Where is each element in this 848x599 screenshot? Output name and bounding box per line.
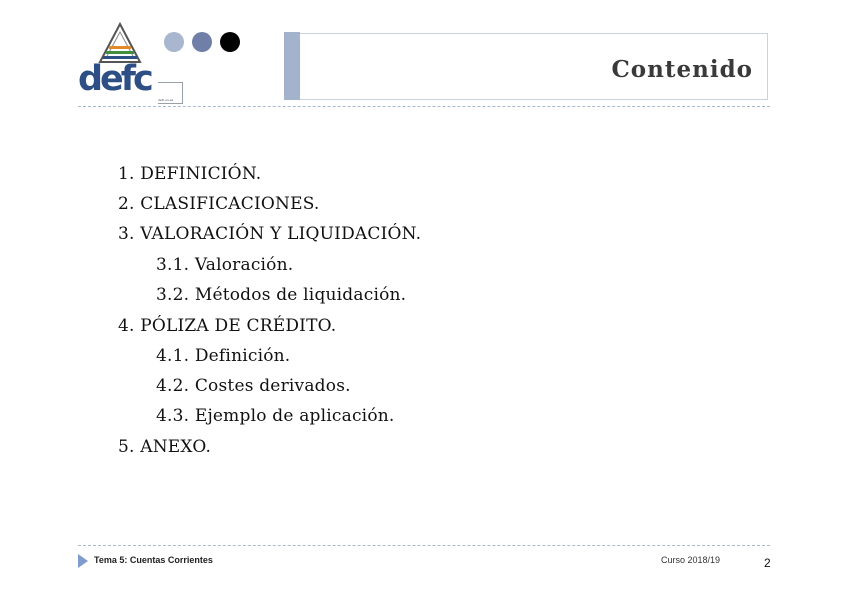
- footer-course: Curso 2018/19: [661, 555, 721, 565]
- toc-item[interactable]: 2. CLASIFICACIONES.: [118, 194, 320, 214]
- toc-subitem[interactable]: 4.1. Definición.: [156, 346, 291, 366]
- decorative-dots: [164, 32, 244, 54]
- footer-arrow-icon: [78, 554, 88, 568]
- toc-item[interactable]: 3. VALORACIÓN Y LIQUIDACIÓN.: [118, 224, 422, 244]
- dot-light-icon: [164, 32, 184, 52]
- toc-subitem[interactable]: 3.1. Valoración.: [156, 255, 294, 275]
- title-box: [300, 33, 768, 100]
- footer-divider: [78, 545, 770, 546]
- footer-topic: Tema 5: Cuentas Corrientes: [94, 555, 213, 565]
- toc-subitem[interactable]: 4.3. Ejemplo de aplicación.: [156, 406, 395, 426]
- toc-subitem[interactable]: 4.2. Costes derivados.: [156, 376, 351, 396]
- dot-mid-icon: [192, 32, 212, 52]
- logo-mark-icon: [98, 22, 142, 64]
- logo-subtext: defc.uv.es: [158, 98, 174, 102]
- toc-subitem[interactable]: 3.2. Métodos de liquidación.: [156, 285, 407, 305]
- title-accent-bar: [284, 32, 300, 100]
- page-number: 2: [764, 556, 771, 570]
- toc-item[interactable]: 4. PÓLIZA DE CRÉDITO.: [118, 316, 337, 336]
- dot-dark-icon: [220, 32, 240, 52]
- toc-item[interactable]: 1. DEFINICIÓN.: [118, 164, 262, 184]
- logo-wordmark: defc: [78, 59, 151, 99]
- header-divider: [78, 106, 770, 107]
- toc-item[interactable]: 5. ANEXO.: [118, 437, 212, 457]
- page-title: Contenido: [611, 56, 753, 83]
